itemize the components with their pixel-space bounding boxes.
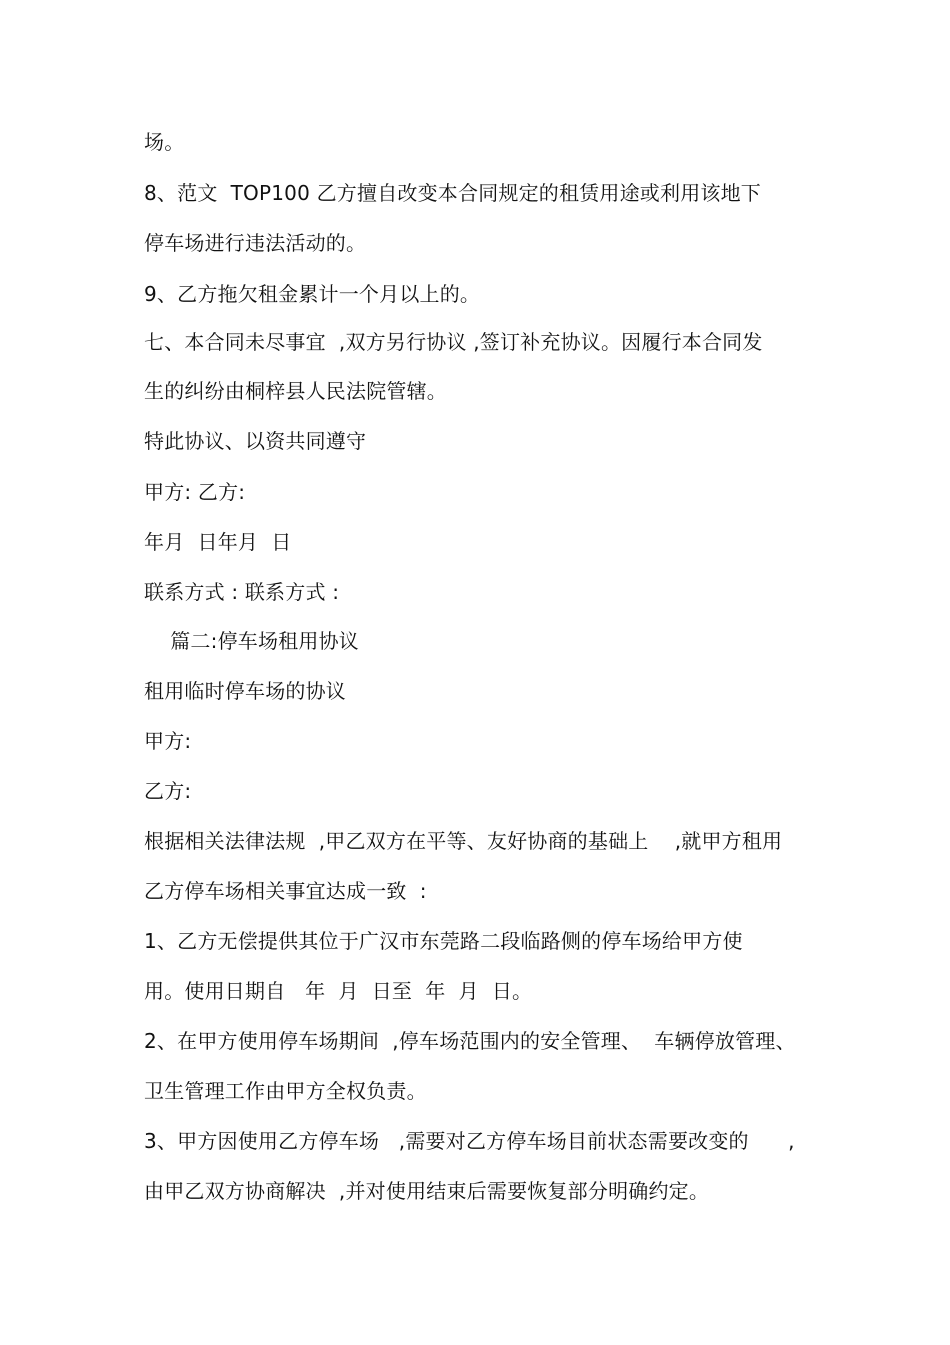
- text-line: 甲方:: [144, 729, 192, 753]
- text-line: 甲方: 乙方:: [144, 480, 246, 504]
- text-line: 由甲乙双方协商解决 ,并对使用结束后需要恢复部分明确约定。: [144, 1179, 710, 1203]
- text-line: 七、本合同未尽事宜 ,双方另行协议 ,签订补充协议。因履行本合同发: [144, 330, 763, 354]
- text-line: 根据相关法律法规 ,甲乙双方在平等、友好协商的基础上 ,就甲方租用: [144, 829, 783, 853]
- text-line: 乙方停车场相关事宜达成一致 :: [144, 879, 427, 903]
- text-line: 9、乙方拖欠租金累计一个月以上的。: [144, 282, 481, 306]
- text-line: 卫生管理工作由甲方全权负责。: [144, 1079, 427, 1103]
- section-heading: 篇二:停车场租用协议: [144, 629, 359, 653]
- text-line: 停车场进行违法活动的。: [144, 231, 367, 255]
- text-line: 用。使用日期自 年 月 日至 年 月 日。: [144, 979, 533, 1003]
- text-line: 乙方:: [144, 779, 192, 803]
- text-line: 年月 日年月 日: [144, 530, 292, 554]
- text-line: 2、在甲方使用停车场期间 ,停车场范围内的安全管理、 车辆停放管理、: [144, 1029, 796, 1053]
- text-line: 3、甲方因使用乙方停车场 ,需要对乙方停车场目前状态需要改变的 ,: [144, 1129, 795, 1153]
- text-line: 8、范文 TOP100 乙方擅自改变本合同规定的租赁用途或利用该地下: [144, 181, 761, 205]
- text-line: 场。: [144, 130, 185, 154]
- text-line: 特此协议、以资共同遵守: [144, 429, 367, 453]
- text-line: 生的纠纷由桐梓县人民法院管辖。: [144, 379, 447, 403]
- text-line: 租用临时停车场的协议: [144, 679, 346, 703]
- text-line: 联系方式 : 联系方式 :: [144, 580, 340, 604]
- text-line: 1、乙方无偿提供其位于广汉市东莞路二段临路侧的停车场给甲方使: [144, 929, 743, 953]
